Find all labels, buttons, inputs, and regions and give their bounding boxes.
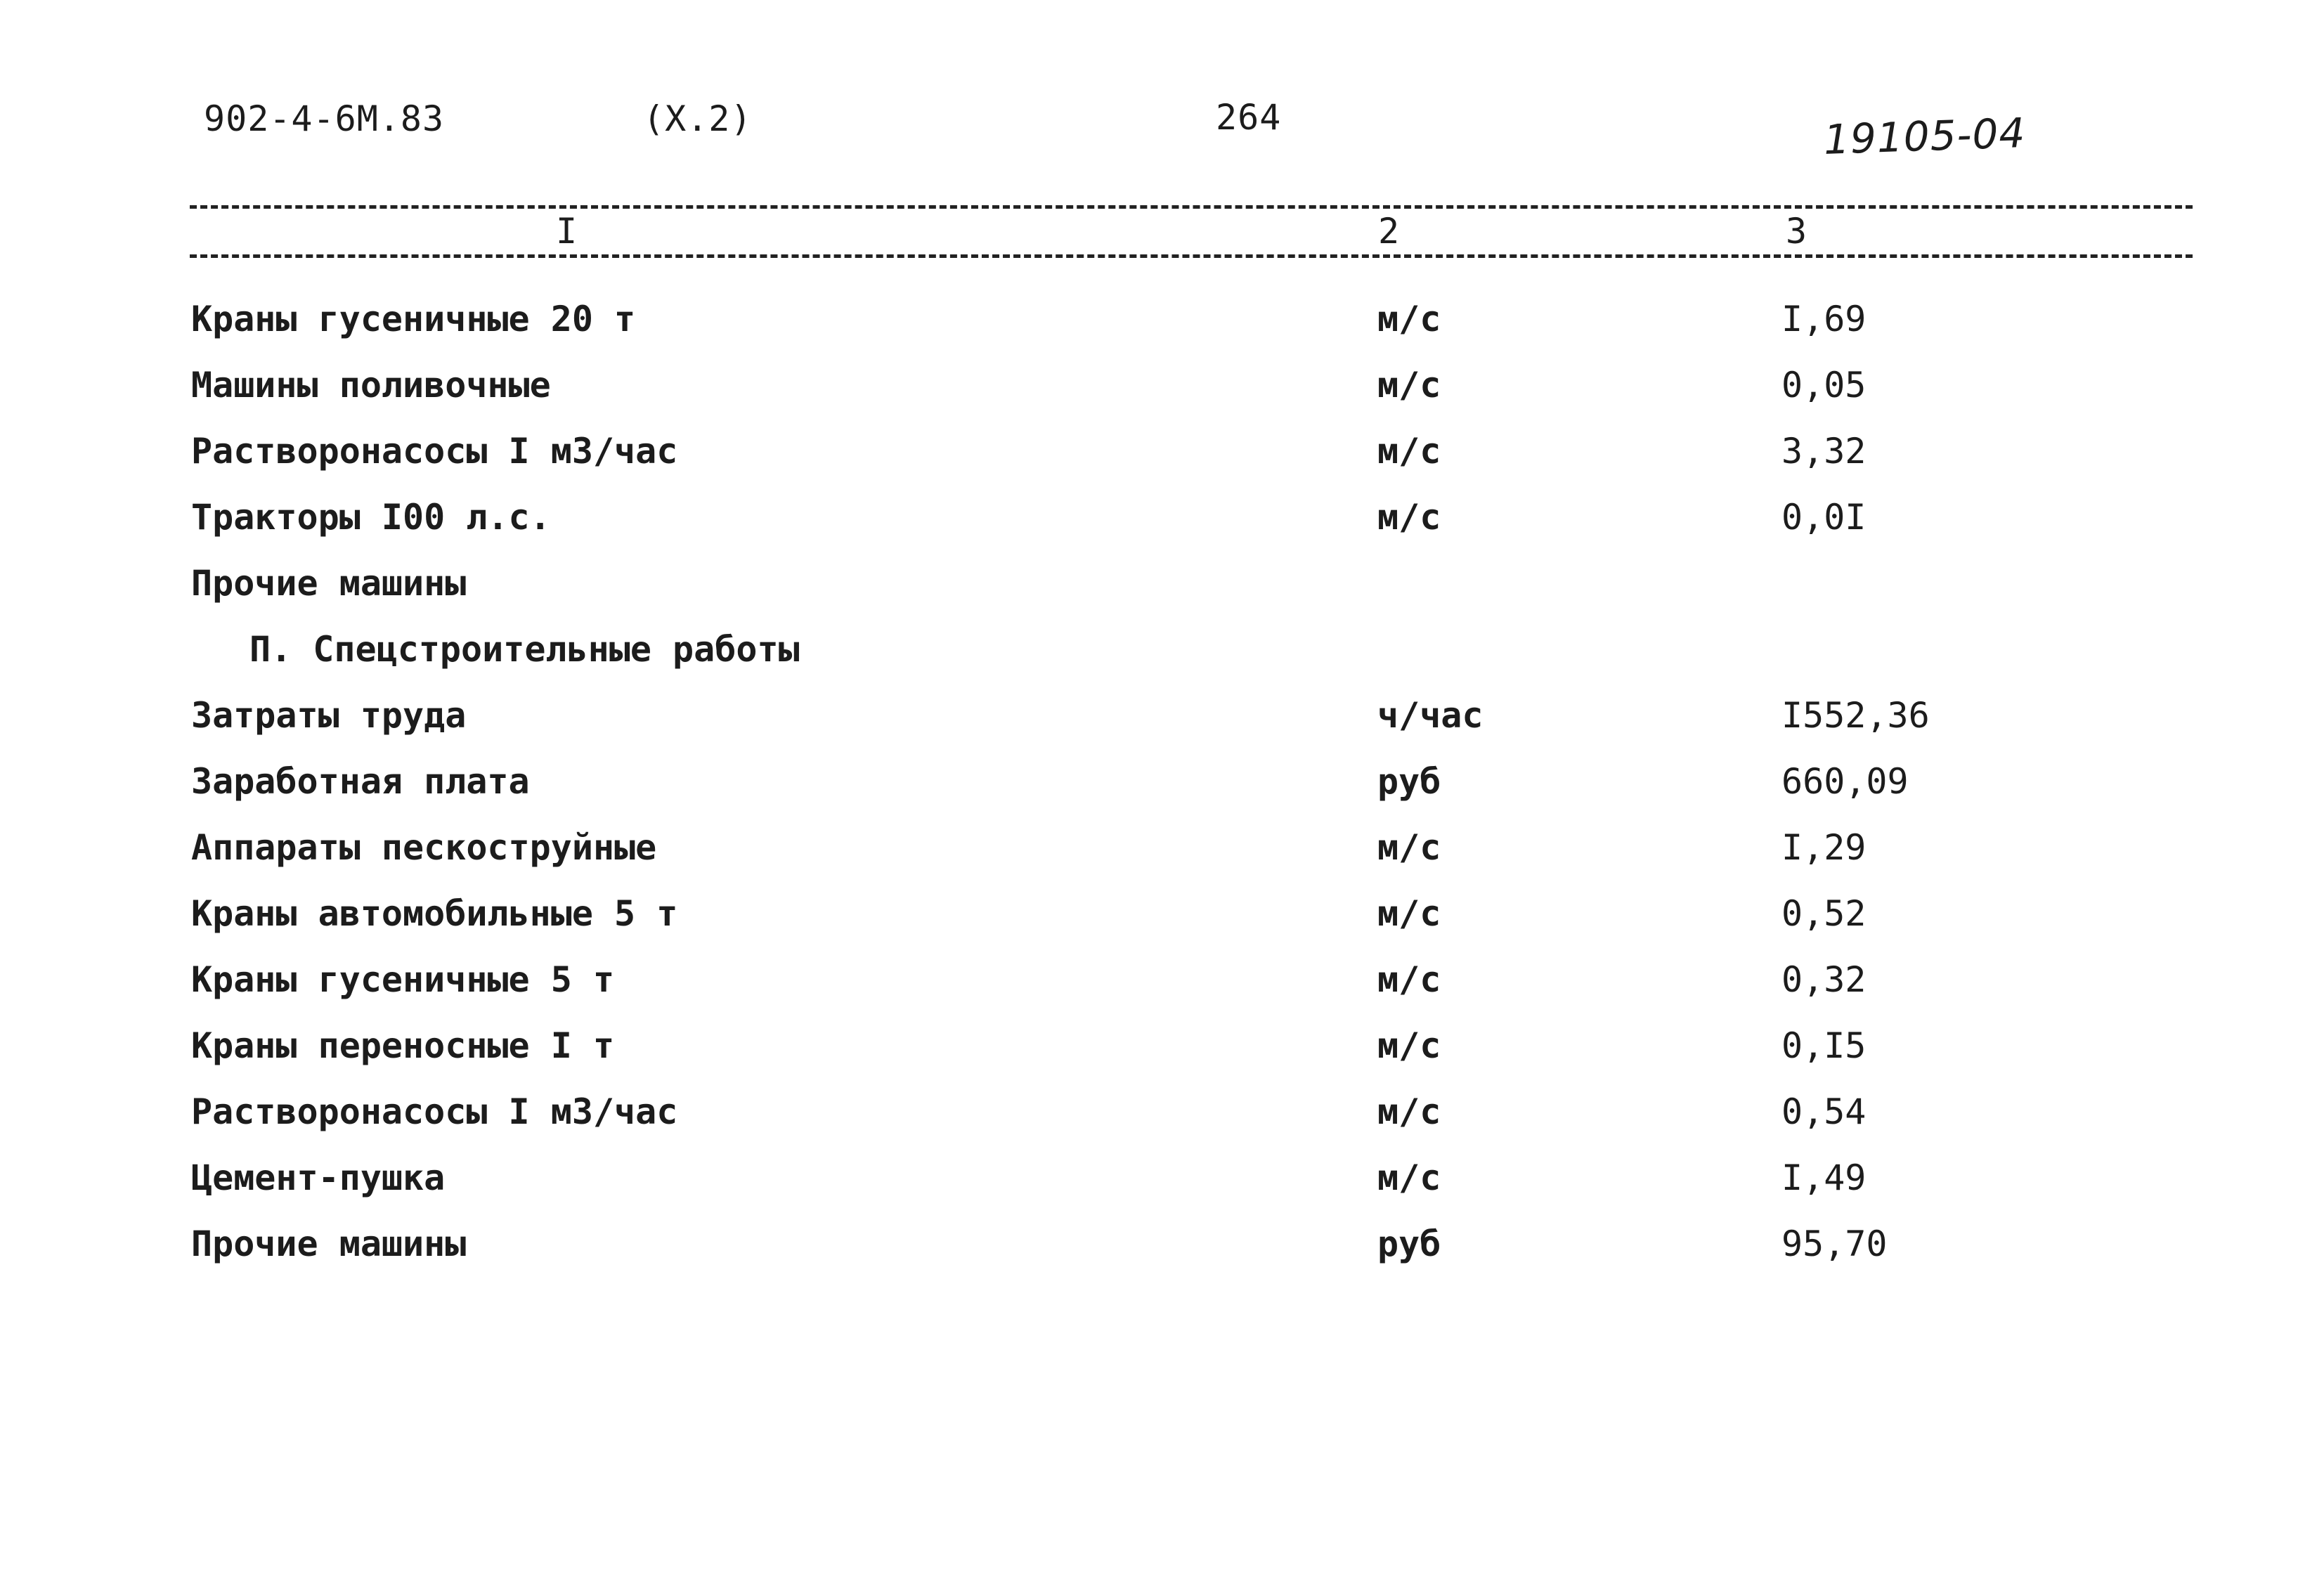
resource-value: 95,70: [1781, 1224, 1888, 1264]
section-heading-row: [0, 629, 2324, 695]
resource-name: Краны гусеничные 20 т: [191, 299, 636, 339]
resource-name: Тракторы I00 л.с.: [191, 497, 551, 538]
table-row: [0, 431, 2324, 497]
resource-unit: руб: [1377, 761, 1441, 802]
column-number-3: 3: [1781, 211, 1811, 252]
resource-unit: ч/час: [1377, 695, 1484, 736]
page-number: 264: [1216, 97, 1282, 138]
resource-name: Растворонасосы I м3/час: [191, 1091, 678, 1132]
resource-value: 0,32: [1781, 959, 1867, 1000]
resource-name: Краны гусеничные 5 т: [191, 959, 615, 1000]
resource-value: 0,I5: [1781, 1025, 1867, 1066]
resource-unit: м/с: [1377, 1091, 1441, 1132]
resource-value: 0,54: [1781, 1091, 1867, 1132]
resource-unit: м/с: [1377, 959, 1441, 1000]
table-row: [0, 1224, 2324, 1290]
document-part: (X.2): [643, 98, 753, 139]
resource-name: Прочие машины: [191, 563, 467, 604]
resource-name: Цемент-пушка: [191, 1157, 446, 1198]
table-header-rule-bottom: [190, 254, 2193, 258]
resource-unit: м/с: [1377, 1157, 1441, 1198]
resource-name: Затраты труда: [191, 695, 467, 736]
table-row: [0, 761, 2324, 827]
table-row: [0, 1157, 2324, 1224]
resource-value: 0,52: [1781, 893, 1867, 934]
section-heading: П. Спецстроительные работы: [249, 629, 800, 670]
resource-unit: руб: [1377, 1224, 1441, 1264]
table-row: [0, 563, 2324, 629]
resource-name: Растворонасосы I м3/час: [191, 431, 678, 472]
resource-value: I,29: [1781, 827, 1867, 868]
resource-value: I552,36: [1781, 695, 1930, 736]
resource-unit: м/с: [1377, 1025, 1441, 1066]
table-row: [0, 497, 2324, 563]
resource-unit: м/с: [1377, 827, 1441, 868]
resource-unit: м/с: [1377, 893, 1441, 934]
resource-value: 3,32: [1781, 431, 1867, 472]
resource-name: Машины поливочные: [191, 365, 551, 405]
table-row: [0, 365, 2324, 431]
column-number-2: 2: [1374, 211, 1403, 252]
resource-name: Заработная плата: [191, 761, 530, 802]
resource-value: 0,0I: [1781, 497, 1867, 538]
document-code: 902-4-6М.83: [204, 98, 445, 139]
resource-value: 0,05: [1781, 365, 1867, 405]
table-row: [0, 299, 2324, 365]
table-header-rule-top: [190, 205, 2193, 209]
handwritten-reference: 19105-04: [1822, 109, 2027, 164]
table-row: [0, 959, 2324, 1025]
resource-name: Прочие машины: [191, 1224, 467, 1264]
resource-value: I,69: [1781, 299, 1867, 339]
resource-value: 660,09: [1781, 761, 1909, 802]
table-row: [0, 1025, 2324, 1091]
table-row: [0, 695, 2324, 761]
table-row: [0, 1091, 2324, 1157]
table-row: [0, 827, 2324, 893]
resource-unit: м/с: [1377, 431, 1441, 472]
resource-name: Аппараты пескоструйные: [191, 827, 657, 868]
resource-name: Краны автомобильные 5 т: [191, 893, 678, 934]
resource-value: I,49: [1781, 1157, 1867, 1198]
column-number-1: I: [552, 211, 581, 252]
resource-unit: м/с: [1377, 299, 1441, 339]
resource-unit: м/с: [1377, 497, 1441, 538]
resource-unit: м/с: [1377, 365, 1441, 405]
table-row: [0, 893, 2324, 959]
resource-name: Краны переносные I т: [191, 1025, 615, 1066]
